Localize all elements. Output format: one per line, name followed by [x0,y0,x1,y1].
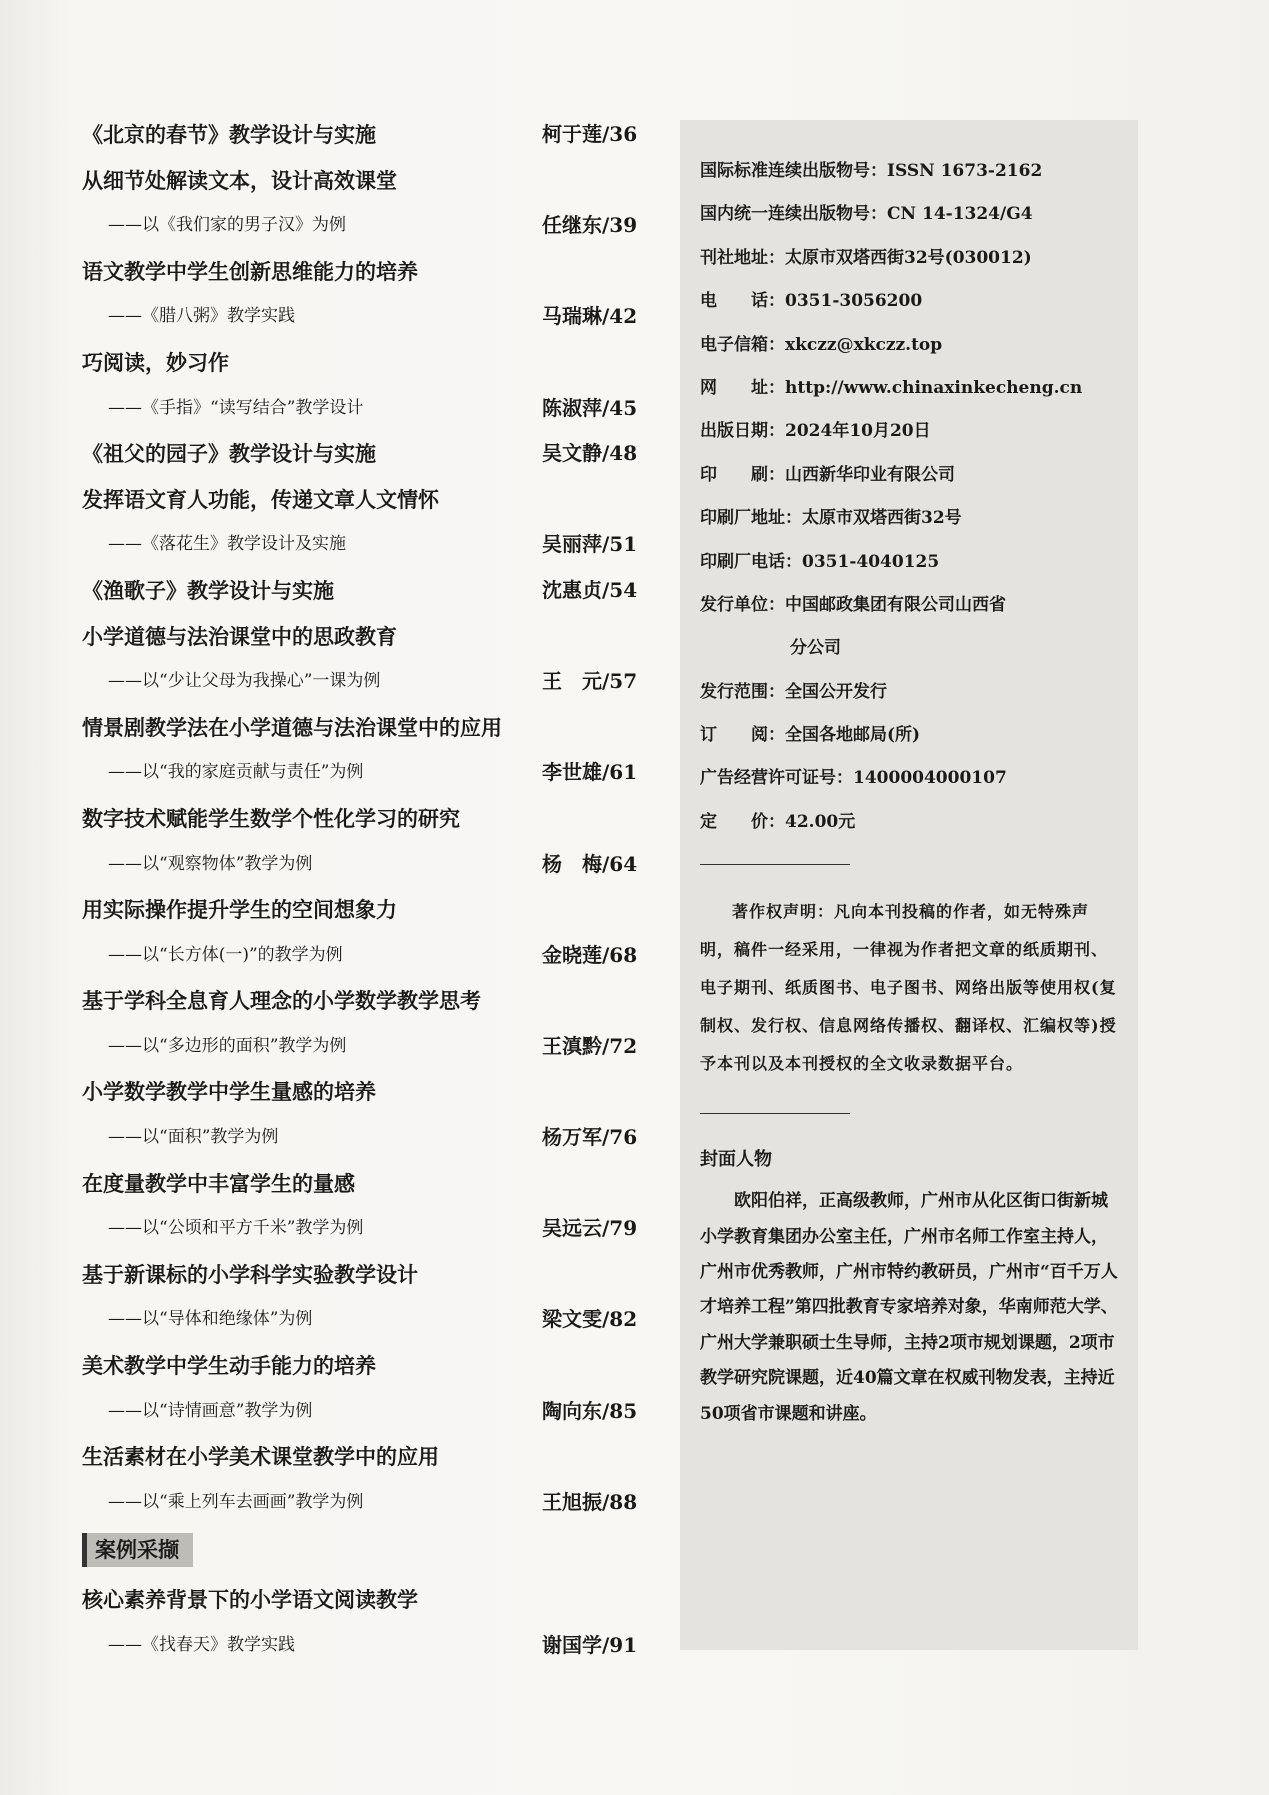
toc-title-row [82,477,652,523]
toc-title: 基于新课标的小学科学实验教学设计 [82,1261,418,1287]
toc-title-row [82,1577,652,1623]
toc-author-page: 沈惠贞/54 [542,577,638,602]
toc-title: 语文教学中学生创新思维能力的培养 [82,258,418,284]
toc-author-page: 王 元/57 [542,669,638,694]
toc-subtitle: ——以“导体和绝缘体”为例 [108,1309,313,1330]
toc-author-page: 吴丽萍/51 [542,532,638,557]
toc-title-row [82,796,652,842]
toc-subtitle: ——以“少让父母为我操心”一课为例 [108,671,381,692]
publication-info-line: 出版日期：2024年10月20日 [700,421,931,442]
toc-author-page: 吴文静/48 [542,441,638,466]
publication-info-line: 订 阅：全国各地邮局(所) [700,725,921,746]
toc-title-row [82,887,652,933]
toc-title: 小学数学教学中学生量感的培养 [82,1079,376,1105]
toc-title: 生活素材在小学美术课堂教学中的应用 [82,1444,439,1470]
toc-title-row [82,1161,652,1207]
publication-info-line: 电子信箱：xkczz@xkczz.top [700,334,943,355]
toc-title: 用实际操作提升学生的空间想象力 [82,897,397,923]
toc-author-page: 李世雄/61 [542,760,638,785]
toc-author-page: 王旭振/88 [542,1489,638,1514]
publication-info-line: 网 址：http://www.chinaxinkecheng.cn [700,377,1083,398]
publication-info-line: 国内统一连续出版物号：CN 14-1324/G4 [700,204,1033,225]
publication-info-line: 电 话：0351-3056200 [700,291,923,312]
toc-title-row [82,431,652,477]
toc-title: 小学道德与法治课堂中的思政教育 [82,623,397,649]
publication-info-line: 分公司 [790,638,841,659]
publication-info-panel [680,120,1138,1650]
toc-subtitle-row [82,203,652,249]
toc-title: 数字技术赋能学生数学个性化学习的研究 [82,805,460,831]
publication-info-line: 印 刷：山西新华印业有限公司 [700,464,955,485]
toc-author-page: 谢国学/91 [542,1633,638,1657]
toc-subtitle: ——《落花生》教学设计及实施 [108,534,346,555]
cover-person-heading: 封面人物 [700,1149,772,1171]
toc-subtitle: ——《腊八粥》教学实践 [108,306,295,327]
toc-title-row [82,340,652,386]
publication-info-line: 刊社地址：太原市双塔西街32号(030012) [700,247,1032,268]
copyright-notice: 著作权声明：凡向本刊投稿的作者，如无特殊声明，稿件一经采用，一律视为作者把文章的纸质期刊、电子期刊、纸质图书、电子图书、网络出版等使用权(复制权、发行权、信息网络传播权、翻译权、汇编权等)授予本刊以及本刊授权的全文收录数据平台。 [700,902,1117,1074]
toc-subtitle-row [82,294,652,340]
toc-subtitle: ——以“公顷和平方千米”教学为例 [108,1218,364,1239]
toc-subtitle-row [82,386,652,432]
section-heading [82,1529,652,1569]
toc-subtitle-row [82,1297,652,1343]
toc-subtitle-row [82,1389,652,1435]
toc-subtitle: ——以“多边形的面积”教学为例 [108,1035,347,1056]
toc-subtitle: ——以“面积”教学为例 [108,1127,279,1148]
toc-title: 核心素养背景下的小学语文阅读教学 [82,1587,418,1613]
table-of-contents [82,112,652,1669]
toc-subtitle: ——《手指》“读写结合”教学设计 [108,397,364,418]
toc-subtitle: ——以“观察物体”教学为例 [108,853,313,874]
toc-title: 在度量教学中丰富学生的量感 [82,1170,355,1196]
toc-subtitle-row [82,933,652,979]
toc-author-page: 柯于莲/36 [542,122,638,146]
toc-author-page: 任继东/39 [542,213,638,238]
toc-title: 巧阅读，妙习作 [82,349,229,375]
toc-title: 情景剧教学法在小学道德与法治课堂中的应用 [82,714,502,740]
toc-subtitle-row [82,1623,652,1669]
publication-info-line: 广告经营许可证号：1400004000107 [700,768,1007,789]
toc-subtitle-row [82,750,652,796]
toc-subtitle: ——以《我们家的男子汉》为例 [108,215,346,236]
publication-info-line: 国际标准连续出版物号：ISSN 1673-2162 [700,161,1043,181]
toc-title-row [82,112,652,158]
toc-subtitle-row [82,522,652,568]
toc-subtitle-row [82,842,652,888]
publication-info-line: 定 价：42.00元 [700,811,856,832]
toc-author-page: 陈淑萍/45 [542,395,638,420]
toc-subtitle: ——以“长方体(一)”的教学为例 [108,944,343,965]
publication-info-line: 发行范围：全国公开发行 [700,681,887,702]
section-heading-label: 案例采撷 [82,1533,193,1567]
toc-title-row [82,1343,652,1389]
toc-title: 发挥语文育人功能，传递文章人文情怀 [82,486,439,512]
divider [700,1113,850,1114]
toc-subtitle-row [82,1115,652,1161]
toc-subtitle-row [82,1206,652,1252]
divider [700,864,850,865]
toc-author-page: 王滇黔/72 [542,1033,638,1058]
publication-info-line: 发行单位：中国邮政集团有限公司山西省 [700,594,1006,615]
toc-subtitle-row [82,1480,652,1526]
toc-title: 美术教学中学生动手能力的培养 [82,1353,376,1379]
toc-title: 从细节处解读文本，设计高效课堂 [82,167,397,193]
toc-author-page: 梁文雯/82 [542,1307,638,1332]
toc-title: 《北京的春节》教学设计与实施 [82,122,376,147]
toc-subtitle: ——以“诗情画意”教学为例 [108,1400,313,1421]
toc-title-row [82,1252,652,1298]
publication-info-line: 印刷厂电话：0351-4040125 [700,551,940,572]
toc-author-page: 杨 梅/64 [542,851,638,876]
toc-title-row [82,158,652,204]
toc-subtitle: ——以“乘上列车去画画”教学为例 [108,1491,364,1512]
publication-info-list [700,150,1118,844]
toc-title: 《渔歌子》教学设计与实施 [82,577,334,603]
toc-title: 《祖父的园子》教学设计与实施 [82,441,376,467]
publication-info-line: 印刷厂地址：太原市双塔西街32号 [700,508,962,529]
toc-subtitle-row [82,659,652,705]
toc-author-page: 金晓莲/68 [542,942,638,967]
toc-title-row [82,249,652,295]
toc-title-row [82,568,652,614]
toc-subtitle-row [82,1024,652,1070]
toc-title-row [82,705,652,751]
toc-author-page: 吴远云/79 [542,1216,638,1241]
toc-author-page: 杨万军/76 [542,1125,638,1150]
toc-title: 基于学科全息育人理念的小学数学教学思考 [82,988,481,1014]
toc-title-row [82,1434,652,1480]
toc-author-page: 陶向东/85 [542,1398,638,1423]
cover-person-bio: 欧阳伯祥，正高级教师，广州市从化区街口街新城小学教育集团办公室主任，广州市名师工作室主持人，广州市优秀教师，广州市特约教研员，广州市“百千万人才培养工程”第四批教育专家培养对象，华南师范大学、广州大学兼职硕士生导师，主持2项市规划课题，2项市教学研究院课题，近40篇文章在权威刊物发表，主持近50项省市课题和讲座。 [700,1191,1118,1424]
toc-subtitle: ——《找春天》教学实践 [108,1635,295,1655]
toc-subtitle: ——以“我的家庭贡献与责任”为例 [108,762,364,783]
toc-title-row [82,1069,652,1115]
toc-author-page: 马瑞琳/42 [542,304,638,329]
toc-title-row [82,614,652,660]
toc-title-row [82,978,652,1024]
